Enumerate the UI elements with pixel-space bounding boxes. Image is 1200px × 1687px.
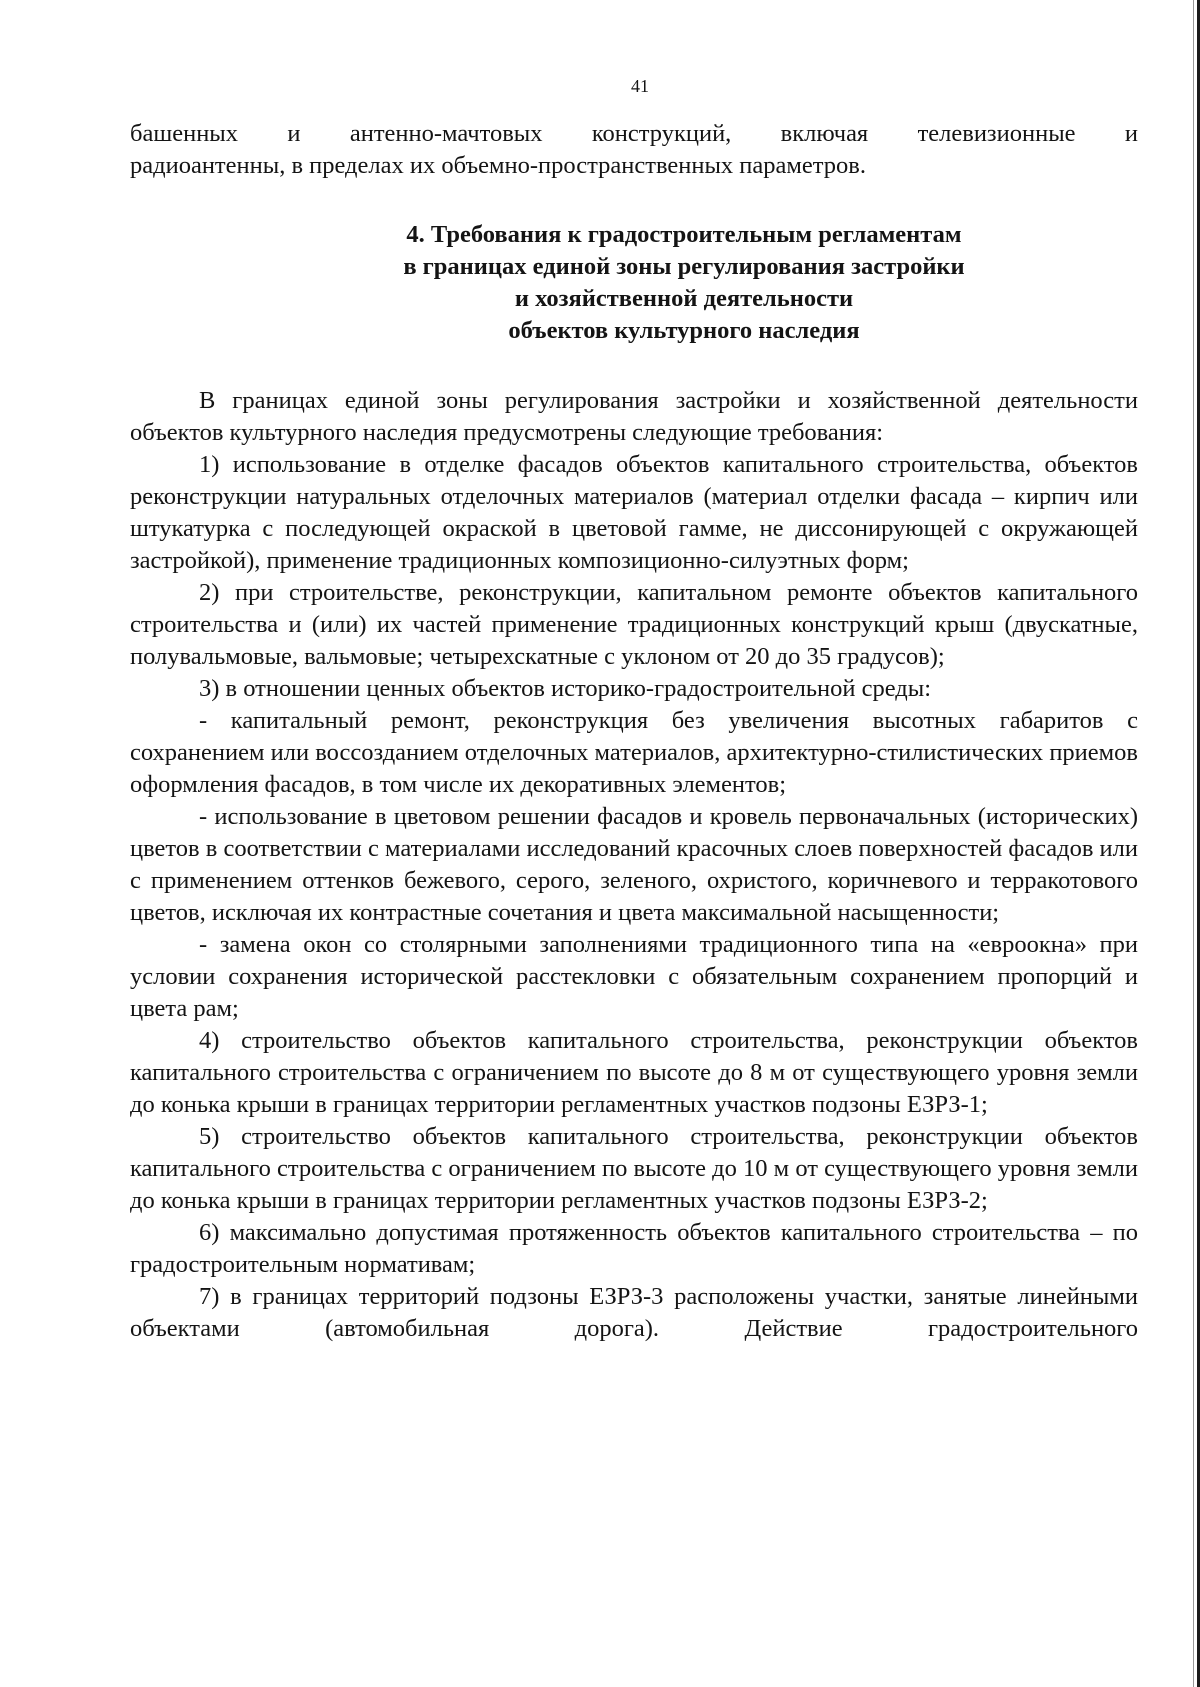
list-item-3: 3) в отношении ценных объектов историко-градостроительной среды: xyxy=(199,675,932,702)
list-item-4: 4) строительство объектов капитального строительства, реконструкции объектов капитального строительства с ограничением по высоте до 8 м от существующего уровня земли до конька крыши в границах территории регламентных участков подзоны ЕЗРЗ-1; xyxy=(130,1027,1138,1118)
section-heading xyxy=(130,219,1138,347)
sub-item-colors: - использование в цветовом решении фасадов и кровель первоначальных (исторических) цветов в соответствии с материалами исследований красочных слоев поверхностей фасадов или с применением оттенков бежевого, серого, зеленого, охристого, коричневого и терракотового цветов, исключая их контрастные сочетания и цвета максимальной насыщенности; xyxy=(130,803,1138,926)
section-heading-line-1: 4. Требования к градостроительным регламентам xyxy=(406,221,962,248)
section-heading-line-2: в границах единой зоны регулирования застройки xyxy=(403,253,965,280)
intro-line-2: радиоантенны, в пределах их объемно-пространственных параметров. xyxy=(130,152,866,179)
sub-item-windows: - замена окон со столярными заполнениями традиционного типа на «евроокна» при условии сохранения исторической расстекловки с обязательным сохранением пропорций и цвета рам; xyxy=(130,931,1138,1022)
sub-item-repair: - капитальный ремонт, реконструкция без увеличения высотных габаритов с сохранением или воссозданием отделочных материалов, архитектурно-стилистических приемов оформления фасадов, в том числе их декоративных элементов; xyxy=(130,707,1138,798)
list-item-5: 5) строительство объектов капитального строительства, реконструкции объектов капитального строительства с ограничением по высоте до 10 м от существующего уровня земли до конька крыши в границах территории регламентных участков подзоны ЕЗРЗ-2; xyxy=(130,1123,1138,1214)
list-item-6: 6) максимально допустимая протяженность объектов капитального строительства – по градостроительным нормативам; xyxy=(130,1219,1138,1278)
list-item-2: 2) при строительстве, реконструкции, капитальном ремонте объектов капитального строительства и (или) их частей применение традиционных конструкций крыш (двускатные, полувальмовые, вальмовые; четырехскатные с уклоном от 20 до 35 градусов); xyxy=(130,579,1138,670)
scan-edge-shadow xyxy=(1193,0,1194,1687)
list-item-1: 1) использование в отделке фасадов объектов капитального строительства, объектов реконструкции натуральных отделочных материалов (материал отделки фасада – кирпич или штукатурка с последующей окраской в цветовой гамме, не диссонирующей с окружающей застройкой), применение традиционных композиционно-силуэтных форм; xyxy=(130,451,1138,574)
section-heading-line-3: и хозяйственной деятельности xyxy=(514,285,854,312)
list-item-7: 7) в границах территорий подзоны ЕЗРЗ-3 расположены участки, занятые линейными объектами (автомобильная дорога). Действие градостроительного xyxy=(130,1283,1138,1342)
page-number: 41 xyxy=(631,76,649,96)
document-body xyxy=(130,118,1138,1345)
section-heading-line-4: объектов культурного наследия xyxy=(508,317,860,344)
intro-line-1: башенных и антенно-мачтовых конструкций, включая телевизионные и xyxy=(130,120,1138,147)
paragraph-intro-requirements: В границах единой зоны регулирования застройки и хозяйственной деятельности объектов культурного наследия предусмотрены следующие требования: xyxy=(130,387,1138,446)
